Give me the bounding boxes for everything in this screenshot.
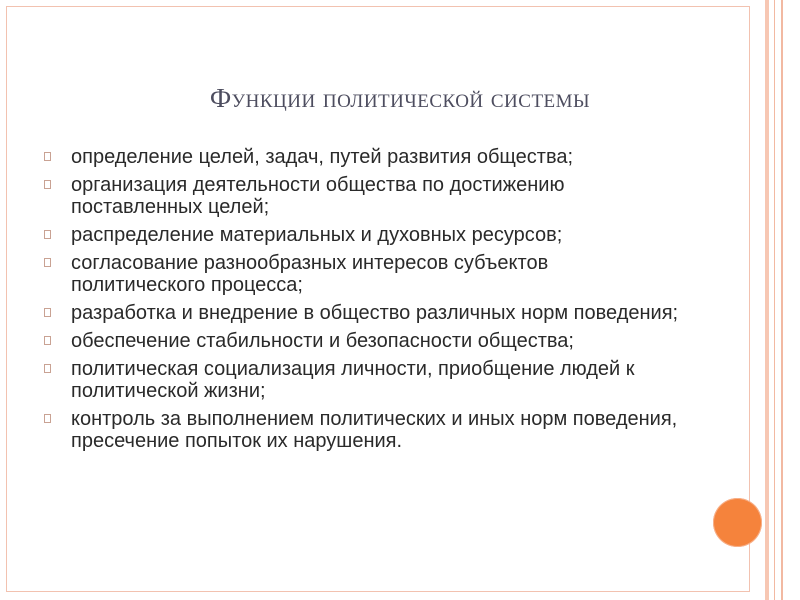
bullet-icon bbox=[44, 336, 51, 345]
decorative-circle bbox=[713, 498, 762, 547]
list-item-text: контроль за выполнением политических и иных норм поведения, пресечение попыток их нарушения. bbox=[71, 408, 678, 452]
list-item bbox=[44, 174, 684, 218]
bullet-icon bbox=[44, 258, 51, 267]
list-item-text: разработка и внедрение в общество различных норм поведения; bbox=[71, 302, 679, 324]
bullet-icon bbox=[44, 180, 51, 189]
decorative-stripe bbox=[774, 0, 775, 600]
list-item-text: распределение материальных и духовных ресурсов; bbox=[71, 224, 563, 246]
list-item bbox=[44, 330, 684, 352]
list-item bbox=[44, 146, 684, 168]
bullet-icon bbox=[44, 414, 51, 423]
decorative-stripe bbox=[765, 0, 769, 600]
list-item-text: определение целей, задач, путей развития общества; bbox=[71, 146, 574, 168]
bullet-icon bbox=[44, 364, 51, 373]
bullet-icon bbox=[44, 230, 51, 239]
slide-title: Функции политической системы bbox=[209, 83, 591, 113]
list-item bbox=[44, 408, 684, 452]
list-item-text: обеспечение стабильности и безопасности общества; bbox=[71, 330, 574, 352]
list-item bbox=[44, 358, 684, 402]
bullet-icon bbox=[44, 308, 51, 317]
list-item-text: организация деятельности общества по достижению поставленных целей; bbox=[71, 174, 565, 218]
list-item bbox=[44, 302, 684, 324]
list-item-text: политическая социализация личности, приобщение людей к политической жизни; bbox=[71, 358, 635, 402]
bullet-list bbox=[44, 146, 684, 458]
list-item bbox=[44, 252, 684, 296]
list-item-text: согласование разнообразных интересов субъектов политического процесса; bbox=[71, 252, 549, 296]
bullet-icon bbox=[44, 152, 51, 161]
list-item bbox=[44, 224, 684, 246]
decorative-stripe bbox=[781, 0, 783, 600]
